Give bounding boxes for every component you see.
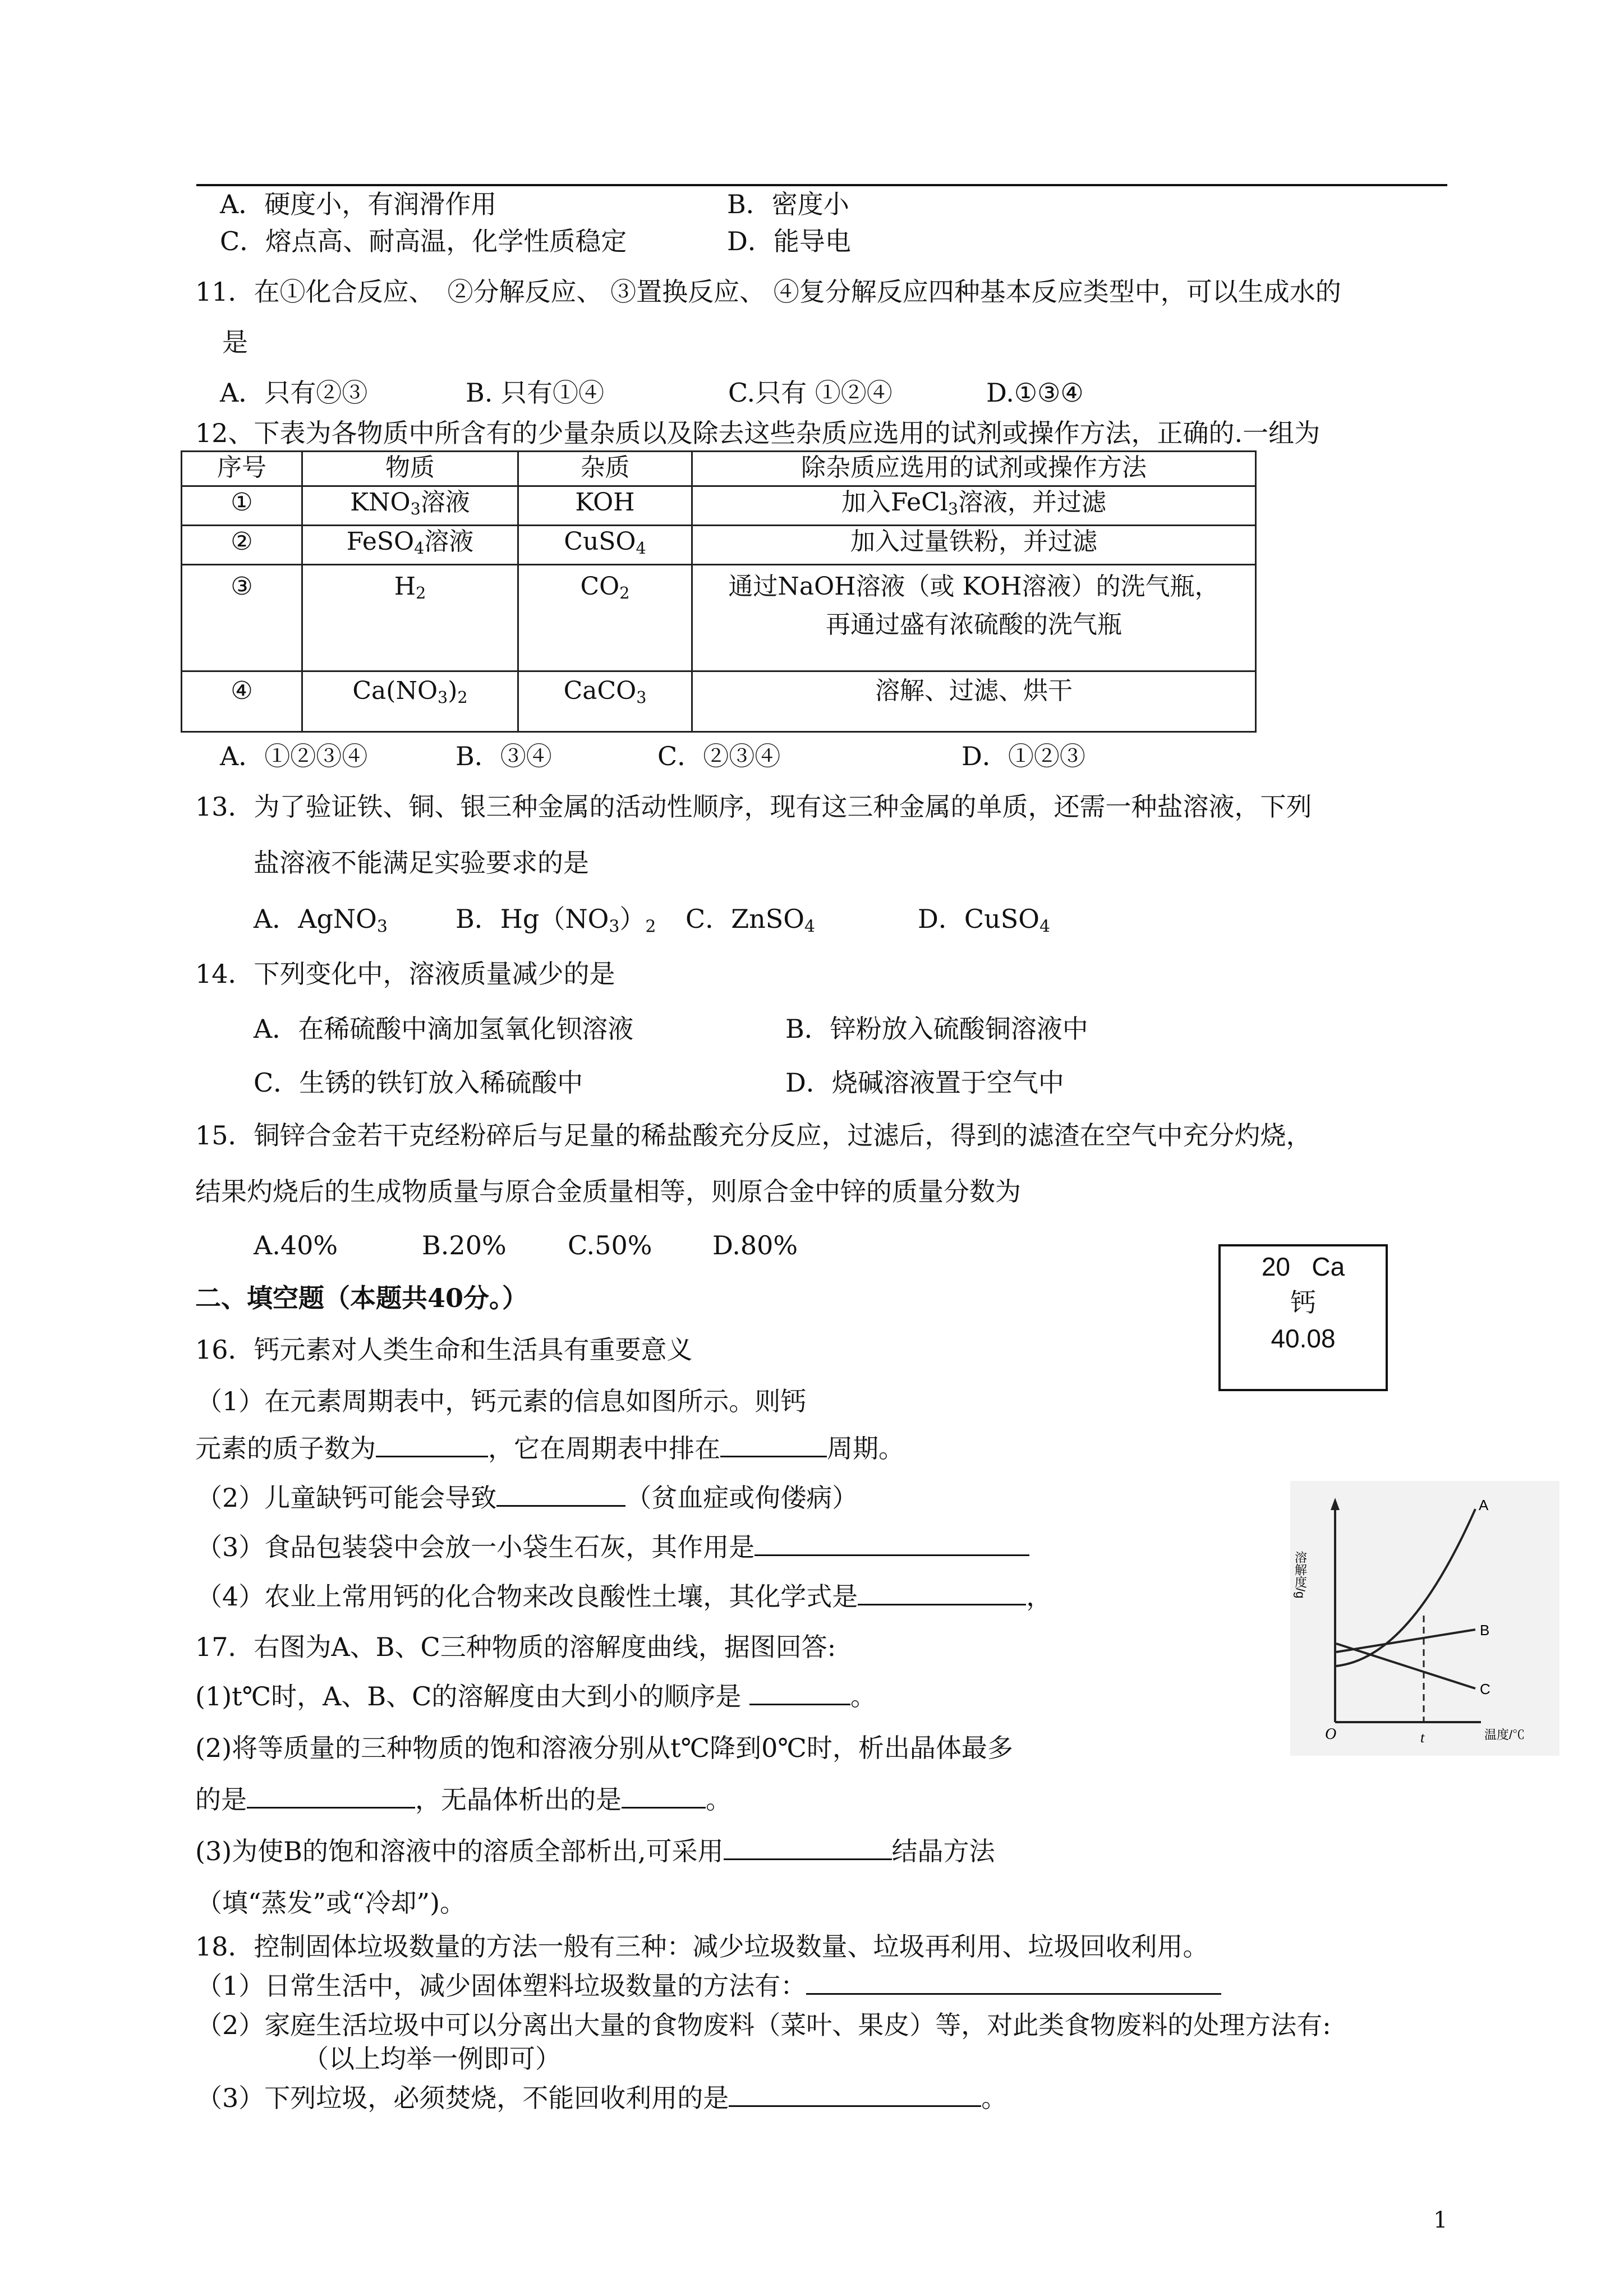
- element-name: 钙: [1290, 1288, 1316, 1317]
- curve-a: [1336, 1509, 1475, 1666]
- q11-option-c: C.只有 ①②④: [728, 378, 892, 408]
- q11-stem-cont: 是: [222, 327, 248, 357]
- top-rule: [196, 184, 1447, 186]
- row-method: 溶解、过滤、烘干: [692, 671, 1256, 732]
- q14-option-c: C．生锈的铁钉放入稀硫酸中: [254, 1068, 583, 1098]
- curve-b: [1336, 1630, 1475, 1652]
- table-row: [182, 526, 1256, 565]
- table-row: [182, 486, 1256, 526]
- row-substance: $H_2$: [302, 565, 518, 671]
- q11-option-d: D.①③④: [986, 378, 1084, 408]
- q15-option-a: A.40%: [254, 1230, 338, 1260]
- q17-stem: 17．右图为A、B、C三种物质的溶解度曲线，据图回答:: [195, 1632, 836, 1662]
- q12-stem: 12、下表为各物质中所含有的少量杂质以及除去这些杂质应选用的试剂或操作方法，正确的.一组为: [195, 418, 1321, 448]
- q14-option-a: A．在稀硫酸中滴加氢氧化钡溶液: [254, 1014, 634, 1044]
- q15-option-c: C.50%: [568, 1230, 652, 1260]
- impurity-table: [181, 450, 1257, 733]
- element-mass: 40.08: [1271, 1324, 1336, 1353]
- q13-option-c: C．ZnSO$_4$: [686, 904, 816, 937]
- row-substance: $Ca(NO_3)_2$: [302, 671, 518, 732]
- q12-option-a: A．①②③④: [220, 741, 368, 771]
- row-impurity: KOH: [518, 486, 692, 526]
- q17-part3-line2: （填“蒸发”或“冷却”)。: [196, 1888, 466, 1918]
- table-header-row: [182, 452, 1256, 486]
- solubility-graph: [1290, 1481, 1559, 1756]
- header-substance: 物质: [302, 452, 518, 486]
- q13-option-d: D．CuSO$_4$: [918, 904, 1050, 937]
- q16-part4: （4）农业上常用钙的化合物来改良酸性土壤，其化学式是 ，: [196, 1581, 1052, 1612]
- q18-part1: （1）日常生活中，减少固体塑料垃圾数量的方法有：: [196, 1969, 1221, 2003]
- q11-option-b: B. 只有①④: [466, 378, 605, 408]
- q18-part2-note: （以上均举一例即可）: [303, 2044, 561, 2074]
- q15-option-d: D.80%: [712, 1230, 798, 1260]
- curve-c: [1336, 1644, 1475, 1688]
- q10-option-d: D．能导电: [727, 226, 851, 256]
- q16-part3: （3）食品包装袋中会放一小袋生石灰，其作用是: [196, 1530, 1029, 1564]
- row-no: ③: [182, 565, 302, 671]
- q16-part2: （2）儿童缺钙可能会导致 （贫血症或佝偻病）: [196, 1483, 858, 1513]
- row-no: ①: [182, 486, 302, 526]
- q10-option-a: A．硬度小，有润滑作用: [220, 189, 497, 219]
- q12-option-d: D．①②③: [961, 741, 1085, 771]
- q13-stem-cont: 盐溶液不能满足实验要求的是: [254, 848, 589, 878]
- q14-option-b: B．锌粉放入硫酸铜溶液中: [785, 1014, 1088, 1044]
- header-impurity: 杂质: [518, 452, 692, 486]
- t-label: t: [1420, 1729, 1425, 1746]
- q16-part1-line2: 元素的质子数为 ，它在周期表中排在 周期。: [195, 1433, 904, 1464]
- q13-stem: 13．为了验证铁、铜、银三种金属的活动性顺序，现有这三种金属的单质，还需一种盐溶液，下列: [195, 792, 1312, 822]
- q16-stem: 16．钙元素对人类生命和生活具有重要意义: [195, 1335, 693, 1365]
- q13-option-b: B．$Hg(NO_3)_2$: [456, 904, 656, 937]
- q11-option-a: A．只有②③: [220, 378, 368, 408]
- curve-c-label: C: [1480, 1681, 1490, 1697]
- q17-part1: (1)t℃时，A、B、C的溶解度由大到小的顺序是 。: [195, 1681, 876, 1711]
- q18-stem: 18．控制固体垃圾数量的方法一般有三种：减少垃圾数量、垃圾再利用、垃圾回收利用。: [195, 1931, 1209, 1962]
- row-impurity: CuSO$_4$: [518, 526, 692, 565]
- row-impurity: CaCO$_3$: [518, 671, 692, 732]
- curve-b-label: B: [1480, 1622, 1490, 1639]
- q10-option-c: C．熔点高、耐高温，化学性质稳定: [220, 226, 627, 256]
- q17-part3-line1: (3)为使B的饱和溶液中的溶质全部析出,可采用 结晶方法: [195, 1836, 995, 1866]
- header-no: 序号: [182, 452, 302, 486]
- q15-stem-cont: 结果灼烧后的生成物质量与原合金质量相等，则原合金中锌的质量分数为: [195, 1176, 1021, 1207]
- table-row: [182, 565, 1256, 671]
- q14-stem: 14．下列变化中，溶液质量减少的是: [195, 959, 615, 989]
- row-impurity: $CO_2$: [518, 565, 692, 671]
- q16-part1-line1: （1）在元素周期表中，钙元素的信息如图所示。则钙: [196, 1386, 807, 1416]
- section-heading: 二、填空题（本题共40分。）: [195, 1283, 528, 1313]
- row-substance: FeSO$_4$溶液: [302, 526, 518, 565]
- q15-option-b: B.20%: [422, 1230, 507, 1260]
- row-method: 加入过量铁粉，并过滤: [692, 526, 1256, 565]
- q15-stem: 15．铜锌合金若干克经粉碎后与足量的稀盐酸充分反应，过滤后，得到的滤渣在空气中充分灼烧，: [195, 1120, 1312, 1151]
- q10-option-b: B．密度小: [727, 189, 849, 219]
- table-row: [182, 671, 1256, 732]
- y-axis-arrow: [1331, 1498, 1340, 1510]
- element-card: [1218, 1244, 1388, 1391]
- row-substance: $KNO_3$溶液: [302, 486, 518, 526]
- row-no: ②: [182, 526, 302, 565]
- row-method: 通过NaOH溶液（或 KOH溶液）的洗气瓶， 再通过盛有浓硫酸的洗气瓶: [692, 565, 1256, 671]
- x-axis-label: 温度/℃: [1484, 1728, 1525, 1742]
- row-no: ④: [182, 671, 302, 732]
- q17-part2-line2: 的是 ，无晶体析出的是 。: [195, 1784, 732, 1815]
- origin-label: O: [1325, 1726, 1337, 1743]
- q18-part2: （2）家庭生活垃圾中可以分离出大量的食物废料（菜叶、果皮）等，对此类食物废料的处理方法有:: [196, 2010, 1331, 2040]
- q14-option-d: D．烧碱溶液置于空气中: [785, 1068, 1064, 1098]
- curve-a-label: A: [1479, 1497, 1489, 1513]
- header-method: 除杂质应选用的试剂或操作方法: [692, 452, 1256, 486]
- element-number-symbol: 20 Ca: [1261, 1252, 1345, 1281]
- q13-option-a: A．AgNO$_3$: [254, 904, 388, 937]
- y-axis-label: 溶解度/g: [1293, 1551, 1308, 1599]
- row-method: 加入FeCl$_3$溶液，并过滤: [692, 486, 1256, 526]
- q18-part3: （3）下列垃圾，必须焚烧，不能回收利用的是 。: [196, 2083, 1007, 2113]
- q12-option-b: B．③④: [456, 741, 552, 771]
- q12-option-c: C．②③④: [657, 741, 781, 771]
- q17-part2-line1: (2)将等质量的三种物质的饱和溶液分别从t℃降到0℃时，析出晶体最多: [195, 1733, 1013, 1763]
- solubility-curves: [1290, 1481, 1559, 1756]
- page-number: 1: [1433, 2207, 1448, 2233]
- q11-stem: 11．在①化合反应、 ②分解反应、 ③置换反应、 ④复分解反应四种基本反应类型中，可以生成水的: [195, 277, 1341, 307]
